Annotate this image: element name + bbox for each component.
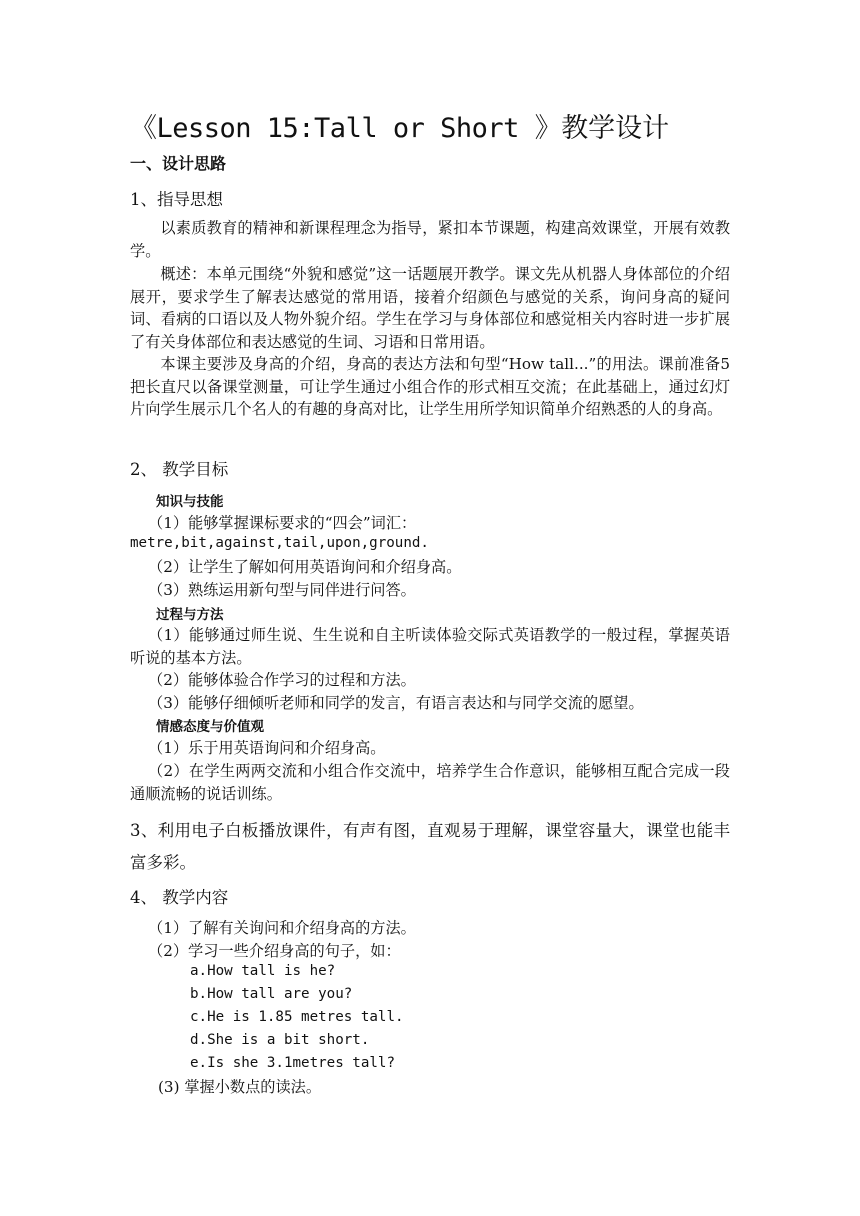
subheading-emotion-values: 情感态度与价值观 xyxy=(156,719,264,735)
goal-knowledge-1: （1）能够掌握课标要求的“四会”词汇： xyxy=(148,514,417,532)
goal-knowledge-3: （3）熟练运用新句型与同伴进行问答。 xyxy=(148,581,416,599)
goal-knowledge-2: （2）让学生了解如何用英语询问和介绍身高。 xyxy=(148,558,462,576)
title-english: 《Lesson 15:Tall or Short 》 xyxy=(130,113,562,144)
paragraph-whiteboard: 3、利用电子白板播放课件，有声有图，直观易于理解，课堂容量大，课堂也能丰富多彩。 xyxy=(130,821,730,872)
goal-emotion-2-text: （2）在学生两两交流和小组合作交流中，培养学生合作意识，能够相互配合完成一段通顺流畅的说话训练。 xyxy=(130,762,730,803)
goal-process-1-text: （1）能够通过师生说、生生说和自主听读体验交际式英语教学的一般过程，掌握英语听说的基本方法。 xyxy=(130,626,730,667)
goal-process-2: （2）能够体验合作学习的过程和方法。 xyxy=(148,671,416,689)
paragraph-guiding-thought: 以素质教育的精神和新课程理念为指导，紧扣本节课题，构建高效课堂，开展有效教学。 xyxy=(130,219,730,260)
title-chinese: 教学设计 xyxy=(561,113,670,144)
content-item-2: （2）学习一些介绍身高的句子，如： xyxy=(148,942,401,960)
document-title xyxy=(130,112,669,146)
subheading-process-methods: 过程与方法 xyxy=(156,607,224,623)
example-sentence-b: b.How tall are you? xyxy=(190,986,353,1002)
heading-teaching-content: 4、 教学内容 xyxy=(130,888,229,907)
goal-process-1 xyxy=(130,624,730,669)
goal-knowledge-1-words: metre,bit,against,tail,upon,ground. xyxy=(130,535,429,551)
paragraph-overview: 概述：本单元围绕“外貌和感觉”这一话题展开教学。课文先从机器人身体部位的介绍展开，要求学生了解表达感觉的常用语，接着介绍颜色与感觉的关系，询问身高的疑问词、看病的口语以及人物外貌介绍。学生在学习与身体部位和感觉相关内容时进一步扩展了有关身体部位和表达感觉的生词、习语和日常用语。 xyxy=(130,265,730,352)
example-sentence-e: e.Is she 3.1metres tall? xyxy=(190,1055,395,1071)
example-sentence-a: a.How tall is he? xyxy=(190,963,336,979)
example-sentence-c: c.He is 1.85 metres tall. xyxy=(190,1009,404,1025)
content-item-1: （1）了解有关询问和介绍身高的方法。 xyxy=(148,919,416,937)
paragraph-lesson-focus: 本课主要涉及身高的介绍，身高的表达方法和句型“How tall...”的用法。课前准备5把长直尺以备课堂测量，可让学生通过小组合作的形式相互交流；在此基础上，通过幻灯片向学生展示几个名人的有趣的身高对比，让学生用所学知识简单介绍熟悉的人的身高。 xyxy=(130,355,730,419)
goal-emotion-1: （1）乐于用英语询问和介绍身高。 xyxy=(148,739,386,757)
subheading-knowledge-skills: 知识与技能 xyxy=(156,494,224,510)
goal-emotion-2 xyxy=(130,760,730,805)
heading-teaching-goals: 2、 教学目标 xyxy=(130,460,229,479)
content-item-3: (3) 掌握小数点的读法。 xyxy=(158,1078,322,1096)
heading-guiding-thought: 1、指导思想 xyxy=(130,190,223,209)
section-heading-design-idea: 一、设计思路 xyxy=(130,154,227,173)
example-sentence-d: d.She is a bit short. xyxy=(190,1032,370,1048)
goal-process-3: （3）能够仔细倾听老师和同学的发言，有语言表达和与同学交流的愿望。 xyxy=(148,694,644,712)
